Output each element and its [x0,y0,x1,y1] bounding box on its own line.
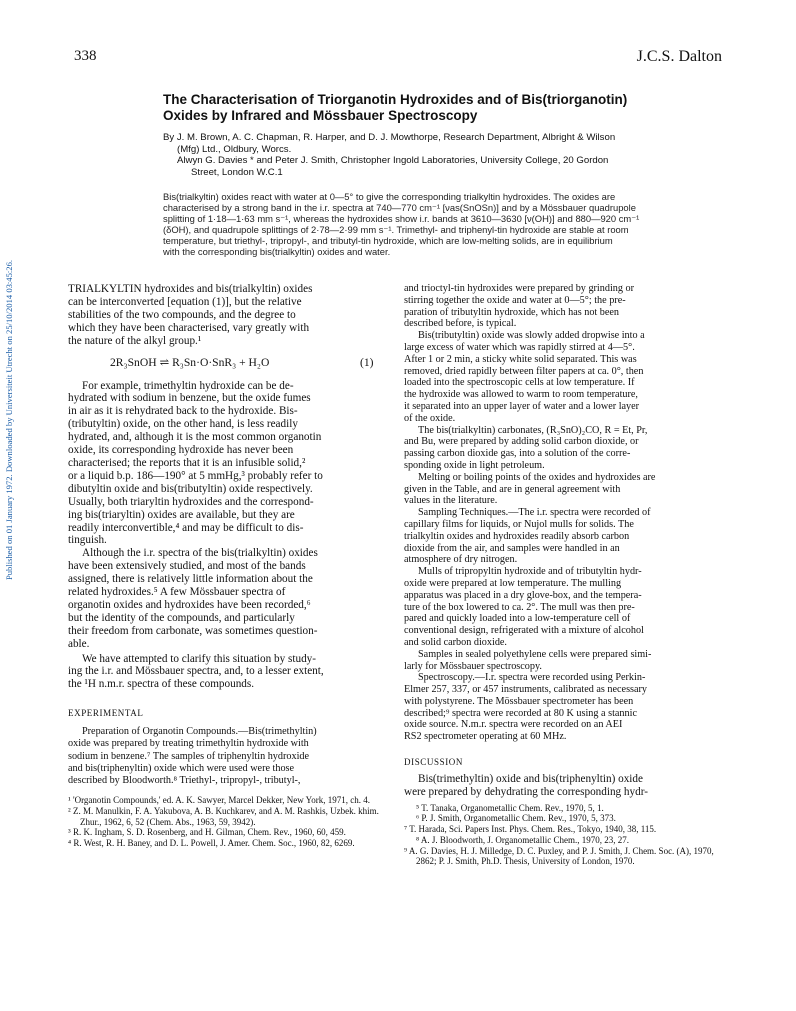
text-line: larly for Mössbauer spectroscopy. [404,660,542,672]
text-line: hydrated with sodium in benzene, but the oxide fumes [68,392,311,405]
text-line: For example, trimethyltin hydroxide can be de- [82,379,294,392]
footnote: ⁹ A. G. Davies, H. J. Milledge, D. C. Puxley, and P. J. Smith, J. Chem. Soc. (A), 1970, 2862; P. J. Smith, Ph.D. Thesis, University of London, 1970. [404,845,714,867]
text-line: oxide, its corresponding hydroxide has never been [68,444,294,457]
footnote: ⁷ T. Harada, Sci. Papers Inst. Phys. Chem. Res., Tokyo, 1940, 38, 115. [404,824,657,835]
text-line: related hydroxides.⁵ A few Mössbauer spectra of [68,586,286,599]
abstract-line: (δOH), and quadrupole splittings of 2·78—2·99 mm s⁻¹. Trimethyl- and triphenyl-tin hydroxide are stable at room [163,223,629,235]
author-line: (Mfg) Ltd., Oldbury, Worcs. [177,143,292,155]
text-line: dibutyltin oxide and bis(tributyltin) oxide respectively. [68,482,313,495]
intro-paragraph [68,283,388,348]
text-line: Sampling Techniques.—The i.r. spectra were recorded of [418,507,651,519]
equation-1 [68,354,388,376]
text-line: apparatus was placed in a dry glove-box, and the tempera- [404,589,642,601]
text-line: sponding oxide in light petroleum. [404,459,545,471]
text-line: loaded into the spectroscopic cells at low temperature. If [404,377,635,389]
text-line: Bis(tributyltin) oxide was slowly added dropwise into a [418,330,645,342]
text-line: values in the literature. [404,495,498,507]
discussion-paragraph [404,773,728,799]
text-line: able. [68,637,90,650]
abstract-line: characterised by a strong band in the i.r. spectra at 740—770 cm⁻¹ [νas(SnOSn)] and by a Mössbauer quadrupole [163,201,636,213]
author-line: Alwyn G. Davies * and Peter J. Smith, Christopher Ingold Laboratories, University College, 20 Gordon [177,155,609,167]
text-line: TRIALKYLTIN hydroxides and bis(trialkyltin) oxides [68,283,313,295]
text-line: passing carbon dioxide gas, into a solution of the corre- [404,448,631,460]
abstract-line: Bis(trialkyltin) oxides react with water at 0—5° to give the corresponding trialkyltin hydroxides. The oxides are [163,191,616,202]
text-line: ture of the box lowered to ca. 2°. The mull was then pre- [404,601,635,613]
right-column [404,283,728,867]
section-heading-discussion: DISCUSSION [404,757,464,768]
text-line: Samples in sealed polyethylene cells were prepared simi- [418,648,652,660]
abstract [163,192,763,257]
paragraph [68,547,388,650]
paragraph [404,425,728,472]
text-line: in air as it is rehydrated back to the hydroxide. Bis- [68,405,298,418]
footnote: ³ R. K. Ingham, S. D. Rosenberg, and H. Gilman, Chem. Rev., 1960, 60, 459. [68,827,346,838]
paragraph [68,380,388,548]
article-title [163,92,753,124]
paragraph [404,472,728,507]
text-line: capillary films for liquids, or Nujol mulls for solids. The [404,518,634,530]
text-line: described by Bloodworth.⁸ Triethyl-, tripropyl-, tributyl-, [68,775,301,786]
text-line: and Bu, were prepared by adding solid carbon dioxide, or [404,436,639,448]
text-line: dioxide from the air, and samples were handled in an [404,542,620,554]
page-number: 338 [74,48,97,64]
text-line: described before, is typical. [404,318,517,330]
text-line: After 1 or 2 min, a sticky white solid separated. This was [404,353,637,365]
download-note: Published on 01 January 1972. Downloaded by Universiteit Utrecht on 25/10/2014 03:45:26. [4,259,14,581]
footnote: ⁸ A. J. Bloodworth, J. Organometallic Chem., 1970, 23, 27. [416,834,629,845]
journal-name: J.C.S. Dalton [636,48,722,65]
text-line: oxide was prepared by treating trimethyltin hydroxide with [68,738,309,750]
text-line: readily interconvertible,⁴ and may be difficult to dis- [68,521,304,534]
paragraph [404,507,728,566]
abstract-line: with the corresponding bis(trialkyltin) oxides and water. [163,245,391,257]
text-line: the nature of the alkyl group.¹ [68,334,202,347]
text-line: Bis(trimethyltin) oxide and bis(triphenyltin) oxide [418,772,643,785]
author-line: By J. M. Brown, A. C. Chapman, R. Harper, and D. J. Mowthorpe, Research Department, Albright & Wilson [163,132,616,143]
text-line: which they have been characterised, vary greatly with [68,321,310,334]
text-line: and trioctyl-tin hydroxides were prepared by grinding or [404,283,634,294]
text-line: Melting or boiling points of the oxides and hydroxides are [418,471,656,483]
text-line: Preparation of Organotin Compounds.—Bis(trimethyltin) [82,726,317,738]
equation-text: 2R₃SnOH ⇌ R₃Sn·O·SnR₃ + H₂O [110,355,270,369]
footnote: ⁴ R. West, R. H. Baney, and D. L. Powell, J. Amer. Chem. Soc., 1960, 82, 6269. [68,838,355,849]
text-line: described;⁹ spectra were recorded at 80 K using a stannic [404,707,637,719]
text-line: and bis(triphenyltin) oxide which were used were those [68,762,295,774]
text-line: (tributyltin) oxide, on the other hand, is less readily [68,418,298,431]
text-line: given in the Table, and are in general agreement with [404,483,621,495]
text-line: with polystyrene. The Mössbauer spectrometer has been [404,695,634,707]
text-line: of the oxide. [404,412,456,424]
left-column [68,283,388,849]
text-line: organotin oxides and hydroxides have been recorded,⁶ [68,598,311,611]
text-line: have been extensively studied, and most of the bands [68,560,306,573]
text-line: stabilities of the two compounds, and the degree to [68,308,296,321]
text-line: conventional design, refrigerated with a mixture of alcohol [404,625,644,637]
footnotes-right [404,803,728,867]
text-line: The bis(trialkyltin) carbonates, (R₃SnO)₂CO, R = Et, Pr, [418,424,648,436]
text-line: Although the i.r. spectra of the bis(trialkyltin) oxides [82,547,318,560]
text-line: their freedom from carbonate, was sometimes question- [68,624,318,637]
text-line: sodium in benzene.⁷ The samples of triphenyltin hydroxide [68,750,310,762]
text-line: removed, dried rapidly between filter papers at ca. 0°, then [404,365,644,377]
experimental-paragraph [68,726,388,787]
equation-number: (1) [360,355,374,369]
text-line: trialkyltin oxides and hydroxides readily absorb carbon [404,530,630,542]
paragraph [404,649,728,673]
text-line: it separated into an upper layer of water and a lower layer [404,400,640,412]
text-line: paration of tributyltin hydroxide, which has not been [404,306,620,318]
text-line: RS2 spectrometer operating at 60 MHz. [404,731,567,743]
text-line: hydrated, and, although it is the most common organotin [68,431,322,444]
text-line: can be interconverted [equation (1)], but the relative [68,295,302,308]
paragraph [68,653,388,692]
text-line: tinguish. [68,534,107,547]
text-line: pared and quickly loaded into a low-temperature cell of [404,613,631,625]
footnote: ² Z. M. Manulkin, F. A. Yakubova, A. B. Kuchkarev, and A. M. Rashkis, Uzbek. khim. Zhur., 1962, 6, 52 (Chem. Abs., 1963, 59, 3942). [68,805,379,827]
text-line: but the identity of the compounds, and particularly [68,611,295,624]
text-line: stirring together the oxide and water at 0—5°; the pre- [404,294,626,306]
footnote: ⁵ T. Tanaka, Organometallic Chem. Rev., 1970, 5, 1. [416,802,604,813]
title-line-2: Oxides by Infrared and Mössbauer Spectroscopy [163,108,478,123]
text-line: characterised; the reports that it is an infusible solid,² [68,456,306,469]
text-line: or a liquid b.p. 186—190° at 5 mmHg,³ probably refer to [68,469,323,482]
text-line: large excess of water which was rapidly stirred at 4—5°. [404,341,635,353]
text-line: the ¹H n.m.r. spectra of these compounds. [68,678,255,691]
text-line: and solid carbon dioxide. [404,636,507,648]
footnotes-left [68,795,388,849]
text-line: the hydroxide was allowed to warm to room temperature, [404,389,638,401]
paragraph [404,566,728,649]
text-line: oxide were prepared at low temperature. The mulling [404,577,622,589]
text-line: We have attempted to clarify this situation by study- [82,652,316,665]
footnote: ¹ 'Organotin Compounds,' ed. A. K. Sawyer, Marcel Dekker, New York, 1971, ch. 4. [68,795,371,806]
text-line: Spectroscopy.—I.r. spectra were recorded using Perkin- [418,672,646,684]
paragraph [404,330,728,424]
abstract-line: temperature, but triethyl-, tripropyl-, and tributyl-tin hydroxide, which are low-melting solids, are in equilibrium [163,234,613,246]
paragraph [404,283,728,330]
text-line: ing bis(triaryltin) oxides are available, but they are [68,508,295,521]
paragraph [404,672,728,743]
title-line-1: The Characterisation of Triorganotin Hydroxides and of Bis(triorganotin) [163,92,628,107]
footnote: ⁶ P. J. Smith, Organometallic Chem. Rev., 1970, 5, 373. [416,813,616,824]
text-line: assigned, there is relatively little information about the [68,573,313,586]
text-line: were prepared by dehydrating the corresponding hydr- [404,785,648,798]
text-line: Usually, both triaryltin hydroxides and the correspond- [68,495,314,508]
section-heading-experimental: EXPERIMENTAL [68,708,144,719]
text-line: atmosphere of dry nitrogen. [404,554,518,566]
abstract-line: splitting of 1·18—1·63 mm s⁻¹, whereas the hydroxides show i.r. bands at 3610—3630 [ν(OH)] and 880—920 cm⁻¹ [163,212,640,224]
author-line: Street, London W.C.1 [191,166,283,178]
text-line: ing the i.r. and Mössbauer spectra, and, to a lesser extent, [68,665,324,678]
text-line: oxide source. N.m.r. spectra were recorded on an AEI [404,719,623,731]
author-block [163,132,763,178]
text-line: Mulls of tripropyltin hydroxide and of tributyltin hydr- [418,566,642,578]
text-line: Elmer 257, 337, or 457 instruments, calibrated as necessary [404,684,648,696]
